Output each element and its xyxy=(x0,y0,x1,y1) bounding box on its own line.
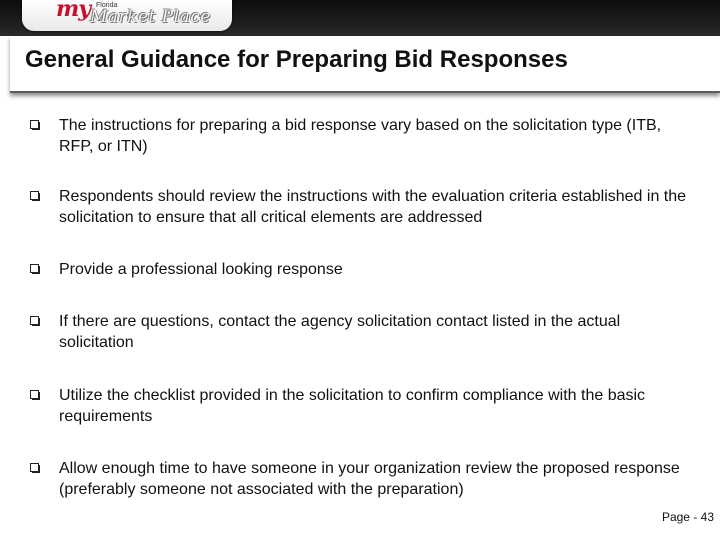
bullet-text: If there are questions, contact the agency solicitation contact listed in the actual solicitation xyxy=(59,313,621,351)
bullet-text: Provide a professional looking response xyxy=(59,261,343,278)
checkbox-icon xyxy=(30,191,39,200)
checkbox-icon xyxy=(30,264,39,273)
bullet-text: Utilize the checklist provided in the solicitation to confirm compliance with the basic requirements xyxy=(59,387,646,425)
bullet-text: Allow enough time to have someone in your organization review the proposed response (preferably someone not associated with the preparation) xyxy=(59,460,680,498)
page-number: Page - 43 xyxy=(661,510,714,524)
logo-state-text: Florida xyxy=(96,2,118,9)
slide-title: General Guidance for Preparing Bid Responses xyxy=(25,46,568,73)
bullet-text: The instructions for preparing a bid response vary based on the solicitation type (ITB, RFP, or ITN) xyxy=(59,117,662,155)
checkbox-icon xyxy=(30,316,39,325)
checkbox-icon xyxy=(30,390,39,399)
bullet-text: Respondents should review the instructions with the evaluation criteria established in the solicitation to ensure that all critical elements are addressed xyxy=(59,188,687,226)
logo-name-text: Market Place xyxy=(90,7,211,27)
checkbox-icon xyxy=(30,463,39,472)
myflorida-marketplace-logo[interactable] xyxy=(34,0,214,30)
logo-my-text: my xyxy=(56,0,91,22)
checkbox-icon xyxy=(30,120,39,129)
